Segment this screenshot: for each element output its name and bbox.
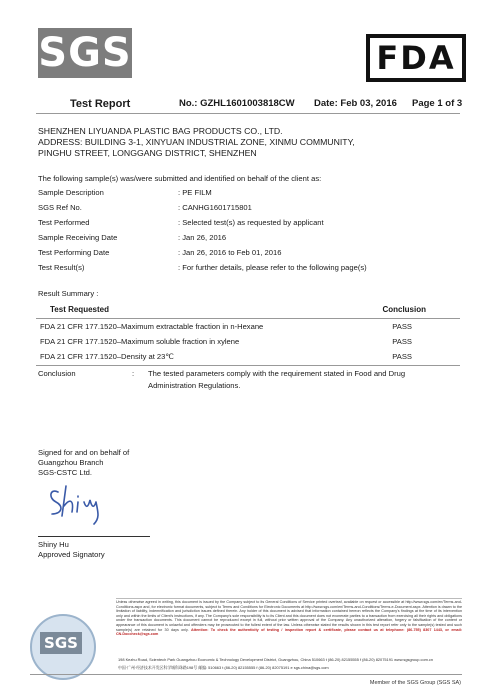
client-name: SHENZHEN LIYUANDA PLASTIC BAG PRODUCTS CO., LTD. [38,126,283,136]
signed-on-behalf [38,448,129,478]
client-address-line-1: ADDRESS: BUILDING 3-1, XINYUAN INDUSTRIAL ZONE, XINMU COMMUNITY, [38,137,355,147]
detail-label: Test Result(s) [38,263,85,272]
header-divider [36,113,460,114]
detail-value: : Jan 26, 2016 [178,233,227,242]
conclusion-block [38,369,462,393]
detail-value: : Jan 26, 2016 to Feb 01, 2016 [178,248,282,257]
detail-value: : CANHG1601715801 [178,203,252,212]
sgs-seal-logo: SGS [40,632,82,654]
test-name: FDA 21 CFR 177.1520–Maximum extractable fraction in n-Hexane [40,322,264,331]
table-row [38,352,460,364]
footer-divider [116,598,462,599]
detail-label: Sample Receiving Date [38,233,118,242]
signed-line-3: SGS-CSTC Ltd. [38,468,93,477]
fda-logo: FDA [366,34,466,82]
client-block [38,126,355,159]
table-divider [36,318,460,319]
test-result: PASS [392,322,412,331]
test-result: PASS [392,337,412,346]
detail-label: Sample Description [38,188,104,197]
signatory-title: Approved Signatory [38,550,105,559]
signed-line-1: Signed for and on behalf of [38,448,130,457]
col-conclusion: Conclusion [382,305,426,314]
terms-body: Unless otherwise agreed in writing, this document is issued by the Company subject to its General Conditions of Service printed overleaf, available on request or accessible at http://www.sgs.com/en/Terms-and-Conditions.aspx and, for electronic format documents, subject to Terms and Conditions for Electronic Documents at http://www.sgs.com/en/Terms-and-Conditions/Terms-e-Document.aspx. Attention is drawn to the limitation of liability, indemnification and jurisdiction issues defined therein. Any holder of this document is advised that information contained hereon reflects the Company's findings at the time of its intervention only and within the limits of Client's instructions, if any. The Company's sole responsibility is to its Client and this document does not exonerate parties to a transaction from exercising all their rights and obligations under the transaction documents. This document cannot be reproduced except in full, without prior written approval of the Company. Any unauthorized alteration, forgery or falsification of the content or appearance of this document is unlawful and offenders may be prosecuted to the fullest extent of the law. Unless otherwise stated the results shown in this test report refer only to the sample(s) tested and such sample(s) are retained for 30 days only. [116,600,462,632]
conclusion-text-line-1: The tested parameters comply with the requirement stated in Food and Drug [148,369,406,378]
test-result: PASS [392,352,412,361]
col-test-requested: Test Requested [50,305,109,314]
detail-value: : Selected test(s) as requested by applicant [178,218,324,227]
signed-line-2: Guangzhou Branch [38,458,104,467]
signatory-block [38,540,105,560]
conclusion-text-line-2: Administration Regulations. [148,381,241,390]
detail-value: : For further details, please refer to the following page(s) [178,263,367,272]
client-address-line-2: PINGHU STREET, LONGGANG DISTRICT, SHENZHEN [38,148,257,158]
conclusion-colon: : [132,369,135,378]
sgs-logo: SGS [38,30,132,76]
handwritten-signature [44,478,124,528]
table-divider [36,365,460,366]
footer-bottom-divider [30,674,462,675]
member-text: Member of the SGS Group (SGS SA) [369,680,461,686]
table-row [38,337,460,349]
detail-label: Test Performing Date [38,248,110,257]
table-row [38,322,460,334]
detail-label: Test Performed [38,218,90,227]
test-name: FDA 21 CFR 177.1520–Density at 23℃ [40,352,174,361]
address-chinese: 中国·广州·经济技术开发区科学城科珠路198号 邮编: 510663 t (86-20) 82155555 f (86-20) 82075191 e sgs.china@sgs.com [118,665,329,670]
report-date: Date: Feb 03, 2016 [314,98,397,109]
page-indicator: Page 1 of 3 [412,98,463,109]
detail-value: : PE FILM [178,188,212,197]
summary-title: Result Summary : [38,289,99,298]
terms-text [116,600,462,637]
intro-text: The following sample(s) was/were submitted and identified on behalf of the client as: [38,174,322,183]
signature-line [38,536,150,537]
conclusion-label: Conclusion [38,369,76,378]
test-name: FDA 21 CFR 177.1520–Maximum soluble fraction in xylene [40,337,240,346]
report-title: Test Report [70,98,131,110]
summary-header [38,305,460,317]
address-english: 198 Kezhu Road, Scientech Park Guangzhou Economic & Technology Development District, Guangzhou, China 510663 t (86-20) 82155555 f (86-20) 82075191 www.sgsgroup.com.cn [118,657,434,662]
report-number: No.: GZHL1601003818CW [179,98,295,109]
signatory-name: Shiny Hu [38,540,69,549]
authenticity-note: Attention: To check the authenticity of testing / inspection report & certificate, please contact us at telephone: (86-755) 8307 1443, or email: CN.Doccheck@sgs.com [116,627,462,637]
detail-label: SGS Ref No. [38,203,82,212]
